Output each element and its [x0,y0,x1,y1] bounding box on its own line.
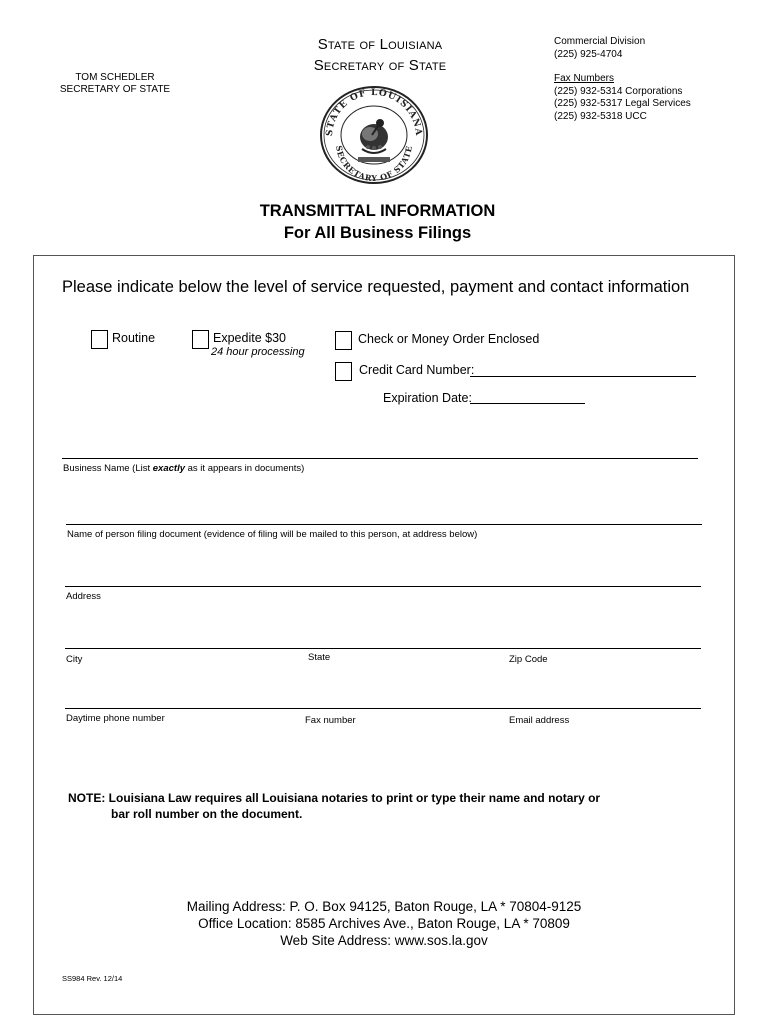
phone-fax-email-line[interactable] [65,708,701,709]
note-line-1: NOTE: Louisiana Law requires all Louisiana notaries to print or type their name and notary or [68,791,601,805]
routine-label: Routine [112,331,156,345]
form-title [0,202,755,221]
expedite-checkbox[interactable] [192,330,209,349]
address-label: Address [66,591,101,602]
business-name-emphasis: exactly [152,463,185,474]
person-filing-line[interactable] [66,524,702,525]
official-block [40,72,190,96]
credit-card-line[interactable] [470,376,696,377]
expedite-note: 24 hour processing [211,346,305,358]
seal-top-text: STATE OF LOUISIANA [324,87,424,137]
expedite-label: Expedite $30 [213,331,286,345]
state-name [290,36,470,53]
fax-heading: Fax Numbers [554,73,615,84]
contact-block [554,36,754,123]
phone-label: Daytime phone number [66,713,165,724]
state-seal [318,85,430,185]
fax-line-legal: (225) 932-5317 Legal Services [554,98,691,109]
notary-note [68,790,708,822]
state-line-1: State of Louisiana [317,36,443,53]
check-checkbox[interactable] [335,331,352,350]
office-name [280,57,480,74]
division-phone: (225) 925-4704 [554,48,623,60]
credit-card-checkbox[interactable] [335,362,352,381]
official-title: SECRETARY OF STATE [59,84,171,95]
city-label: City [66,654,83,665]
fax-line-ucc: (225) 932-5318 UCC [554,110,647,122]
title-main: TRANSMITTAL INFORMATION [259,202,496,220]
note-line-2: bar roll number on the document. [111,807,303,821]
title-sub: For All Business Filings [283,224,472,242]
expiration-label: Expiration Date: [383,391,472,405]
official-name: TOM SCHEDLER [75,72,155,83]
form-code: SS984 Rev. 12/14 [62,974,123,983]
office-location: Office Location: 8585 Archives Ave., Baton Rouge, LA * 70809 [198,916,570,931]
business-name-pre: Business Name (List [63,463,153,474]
check-label: Check or Money Order Enclosed [358,332,540,346]
person-filing-label: Name of person filing document (evidence of filing will be mailed to this person, at address below) [67,529,478,540]
form-subtitle [0,224,755,243]
routine-checkbox[interactable] [91,330,108,349]
website-address: Web Site Address: www.sos.la.gov [280,933,488,948]
business-name-label [63,463,304,474]
email-label: Email address [509,715,570,726]
instruction-text: Please indicate below the level of service requested, payment and contact information [62,278,690,296]
fax-line-corporations: (225) 932-5314 Corporations [554,85,683,97]
state-line-2: Secretary of State [313,57,447,74]
address-line[interactable] [65,586,701,587]
zip-label: Zip Code [509,654,548,665]
state-label: State [308,652,331,663]
fax-label: Fax number [305,715,356,726]
division-label: Commercial Division [554,36,646,47]
mailing-address: Mailing Address: P. O. Box 94125, Baton Rouge, LA * 70804-9125 [186,899,582,914]
seal-graphic [318,85,430,185]
mailing-block [33,898,735,949]
credit-card-label: Credit Card Number: [359,363,475,377]
business-name-line[interactable] [62,458,698,459]
city-state-zip-line[interactable] [65,648,701,649]
business-name-post: as it appears in documents) [185,463,305,474]
seal-bottom-text: SECRETARY OF STATE [334,144,414,184]
expiration-line[interactable] [470,403,585,404]
